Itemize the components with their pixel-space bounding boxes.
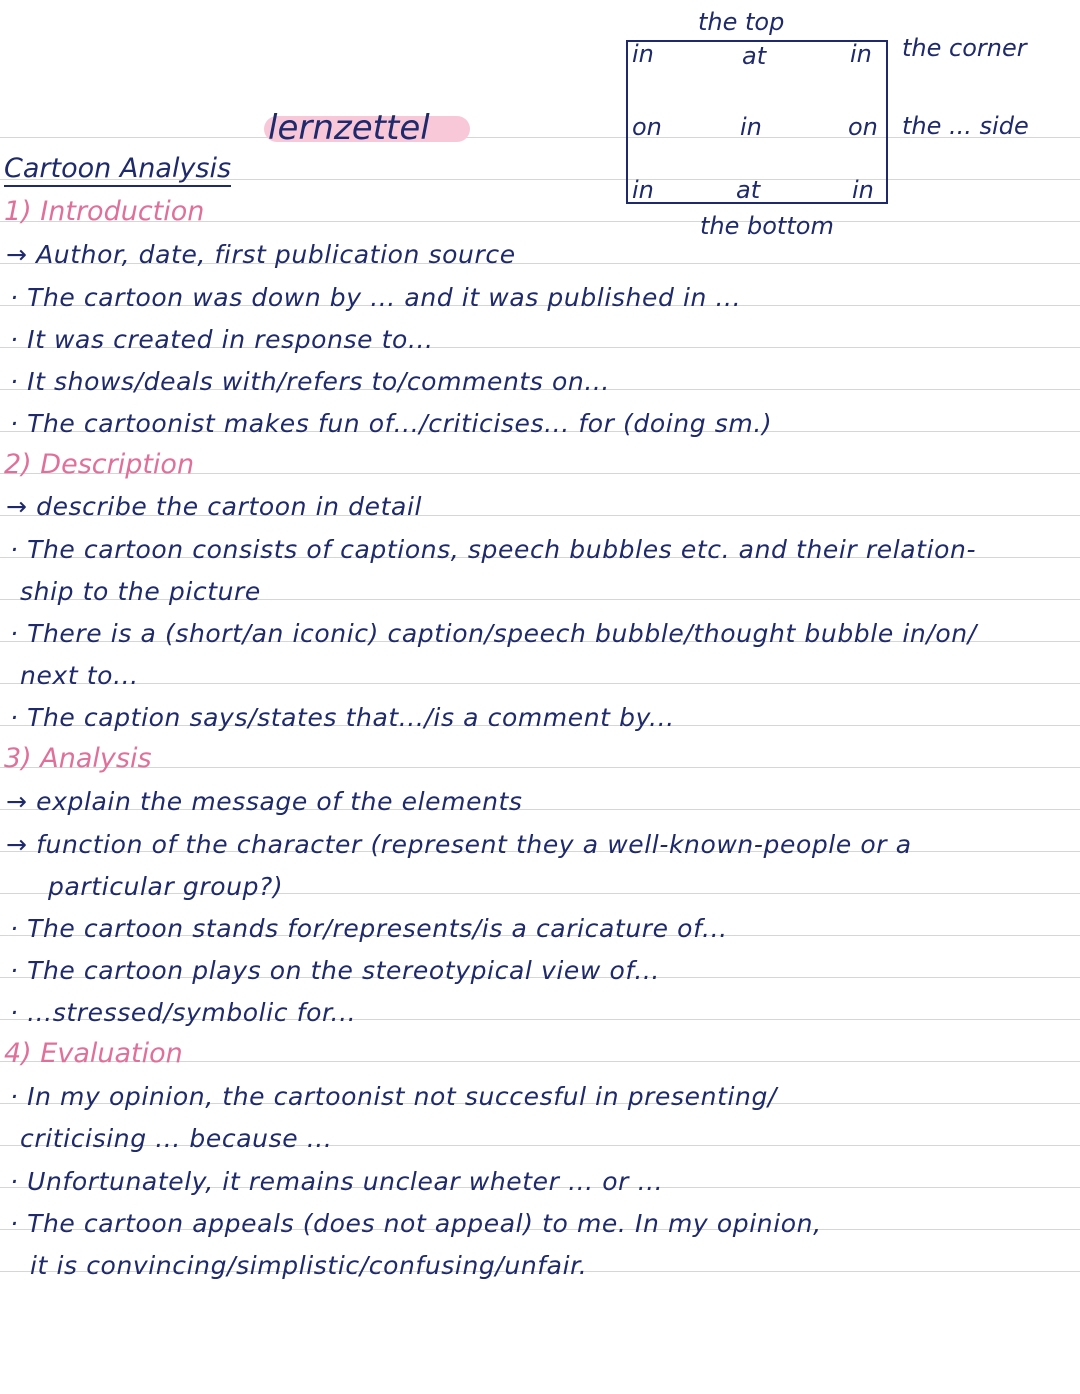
- intro-line-3: · It was created in response to...: [10, 325, 434, 354]
- intro-line-1: → Author, date, first publication source: [6, 240, 516, 269]
- eval-line-2: criticising ... because ...: [20, 1124, 333, 1153]
- analysis-line-1: → explain the message of the elements: [6, 787, 523, 816]
- section-heading-description: 2) Description: [4, 449, 195, 480]
- desc-line-4: · There is a (short/an iconic) caption/speech bubble/thought bubble in/on/: [10, 619, 977, 648]
- grid-r3-c3: in: [852, 176, 874, 204]
- eval-line-5: it is convincing/simplistic/confusing/unfair.: [30, 1251, 588, 1280]
- grid-r3-c2: at: [736, 176, 761, 204]
- intro-line-5: · The cartoonist makes fun of.../criticises... for (doing sm.): [10, 409, 773, 438]
- desc-line-2: · The cartoon consists of captions, speech bubbles etc. and their relation-: [10, 535, 977, 564]
- main-heading-text: Cartoon Analysis: [4, 153, 231, 187]
- analysis-line-2: → function of the character (represent they a well-known-people or a: [6, 830, 912, 859]
- grid-r1-c1: in: [632, 40, 654, 68]
- analysis-line-6: · ...stressed/symbolic for...: [10, 998, 357, 1027]
- section-heading-analysis: 3) Analysis: [4, 743, 152, 774]
- grid-r1-c3: in: [850, 40, 872, 68]
- eval-line-3: · Unfortunately, it remains unclear wheter ... or ...: [10, 1167, 664, 1196]
- desc-line-5: next to...: [20, 661, 139, 690]
- desc-line-1: → describe the cartoon in detail: [6, 492, 423, 521]
- section-heading-evaluation: 4) Evaluation: [4, 1038, 183, 1069]
- grid-r3-c1: in: [632, 176, 654, 204]
- eval-line-1: · In my opinion, the cartoonist not succesful in presenting/: [10, 1082, 777, 1111]
- grid-r2-c1: on: [632, 113, 662, 141]
- label-the-corner: the corner: [902, 34, 1027, 62]
- desc-line-3: ship to the picture: [20, 577, 261, 606]
- label-the-bottom: the bottom: [700, 212, 834, 240]
- desc-line-6: · The caption says/states that.../is a comment by...: [10, 703, 675, 732]
- analysis-line-4: · The cartoon stands for/represents/is a caricature of...: [10, 914, 728, 943]
- main-heading: [4, 153, 231, 184]
- intro-line-4: · It shows/deals with/refers to/comments on...: [10, 367, 610, 396]
- eval-line-4: · The cartoon appeals (does not appeal) to me. In my opinion,: [10, 1209, 822, 1238]
- analysis-line-3: particular group?): [48, 872, 284, 901]
- grid-r1-c2: at: [742, 42, 767, 70]
- analysis-line-5: · The cartoon plays on the stereotypical view of...: [10, 956, 660, 985]
- grid-r2-c2: in: [740, 113, 762, 141]
- label-the-top: the top: [698, 8, 785, 36]
- grid-r2-c3: on: [848, 113, 878, 141]
- intro-line-2: · The cartoon was down by ... and it was published in ...: [10, 283, 742, 312]
- page-title: lernzettel: [268, 108, 430, 148]
- section-heading-introduction: 1) Introduction: [4, 196, 205, 227]
- label-the-side: the ... side: [902, 112, 1029, 140]
